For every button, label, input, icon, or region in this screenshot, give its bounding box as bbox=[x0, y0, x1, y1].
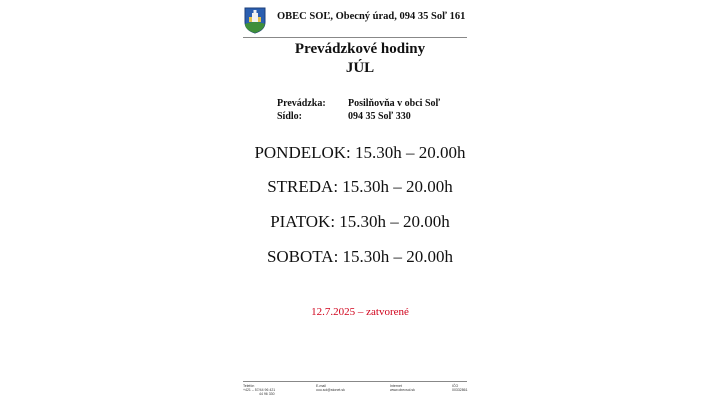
footer-internet-label: Internet bbox=[390, 384, 402, 388]
schedule-day-friday: PIATOK: 15.30h – 20.00h bbox=[270, 212, 450, 231]
footer-email bbox=[316, 384, 345, 392]
header-divider bbox=[243, 37, 467, 38]
schedule-day-wednesday: STREDA: 15.30h – 20.00h bbox=[267, 177, 453, 196]
footer-ico bbox=[452, 384, 468, 392]
schedule-day-saturday: SOBOTA: 15.30h – 20.00h bbox=[266, 247, 454, 266]
footer-phone-line2: 44 96 330 bbox=[259, 392, 275, 396]
operation-label: Prevádzka: bbox=[277, 98, 326, 109]
footer-ico-label: IČO bbox=[452, 384, 459, 388]
footer-internet bbox=[390, 384, 415, 392]
municipality-header: OBEC SOĽ, Obecný úrad, 094 35 Soľ 161 bbox=[277, 11, 466, 22]
footer-divider bbox=[243, 381, 467, 382]
footer-email-value: oou.sol@stonet.sk bbox=[316, 388, 345, 392]
seat-label: Sídlo: bbox=[277, 111, 303, 122]
footer-phone-label: Telefón bbox=[243, 384, 255, 388]
coat-of-arms-icon bbox=[243, 6, 267, 34]
footer-phone bbox=[243, 384, 275, 396]
schedule-day-monday: PONDELOK: 15.30h – 20.00h bbox=[254, 143, 466, 162]
footer-ico-value: 00332861 bbox=[452, 388, 468, 392]
footer-email-label: E-mail bbox=[316, 384, 326, 388]
operation-value: Posilňovňa v obci Soľ bbox=[348, 98, 441, 109]
footer-internet-value: www.obecsol.sk bbox=[390, 388, 415, 392]
seat-value: 094 35 Soľ 330 bbox=[348, 111, 411, 122]
month-title: JÚL bbox=[345, 60, 375, 76]
closure-notice: 12.7.2025 – zatvorené bbox=[311, 306, 409, 318]
document-title: Prevádzkové hodiny bbox=[294, 41, 426, 57]
footer-phone-line1: +421 – 57/44 96 421 bbox=[243, 388, 276, 392]
